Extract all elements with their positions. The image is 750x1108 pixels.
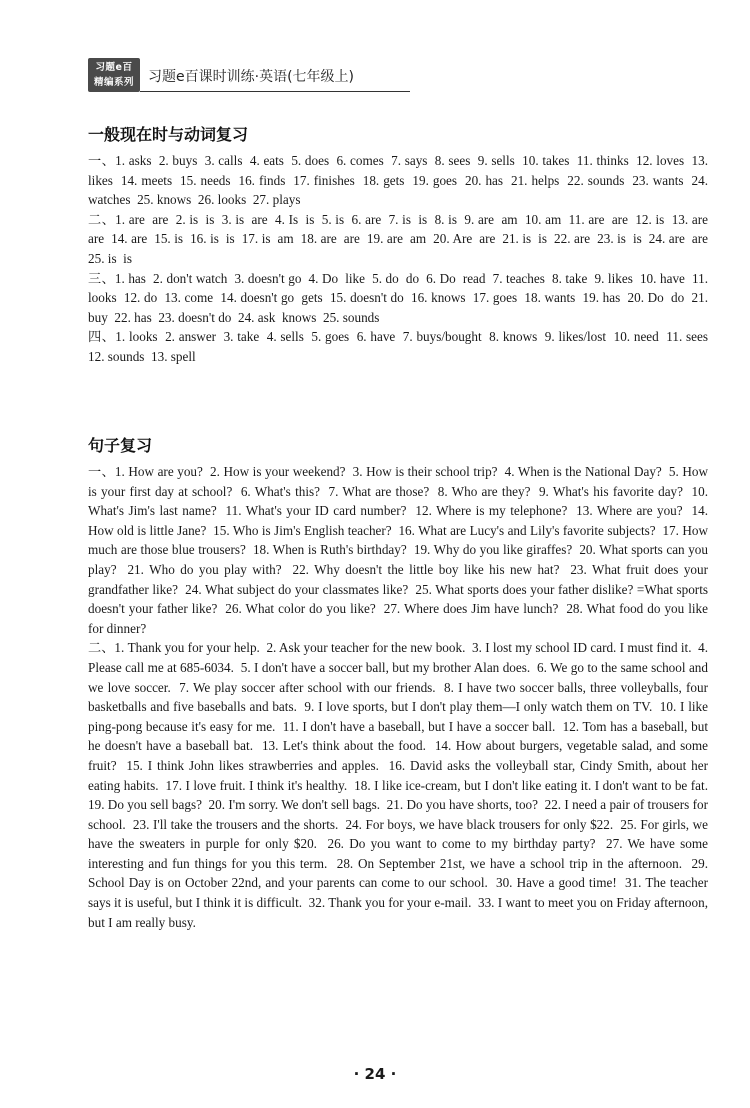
page-number: · 24 · [353,1065,397,1083]
header-divider [140,91,410,92]
logo-line-1: 习题e百 [95,62,133,73]
verbs-part-1: 一、1. asks 2. buys 3. calls 4. eats 5. does 6. comes 7. says 8. sees 9. sells 10. takes 11. thinks 12. loves 13. likes 14. meets 15. needs 16. finds 17. finishes 18. gets 19. goes 20. has 21. helps 22. sounds 23. wants 24. watches 25. knows 26. looks 27. plays [88,153,712,208]
series-logo [88,58,140,92]
sentences-part-2: 二、1. Thank you for your help. 2. Ask your teacher for the new book. 3. I lost my school ID card. I must find it. 4. Please call me at 685-6034. 5. I don't have a soccer ball, but my brother Alan does. 6. We go to the same school and we love soccer. 7. We play soccer after school with our friends. 8. I have two soccer balls, three volleyballs, four basketballs and five baseballs and bats. 9. I love sports, but I don't play them—I only watch them on TV. 10. I like ping-pong because it's easy for me. 11. I don't have a baseball, but I have a soccer ball. 12. Tom has a baseball, but he doesn't have a baseball bat. 13. Let's think about the food. 14. How about burgers, vegetable salad, and some fruit? 15. I think John likes strawberries and apples. 16. David asks the volleyball star, Cindy Smith, about her eating habits. 17. I love fruit. I think it's healthy. 18. I like ice-cream, but I don't like eating it. I don't want to be fat. 19. Do you sell bags? 20. I'm sorry. We don't sell bags. 21. Do you have shorts, too? 22. I need a pair of trousers for school. 23. I'll take the trousers and the shorts. 24. For boys, we have black trousers for only $22. 25. For girls, we have the sweaters in purple for only $20. 26. Do you want to come to my birthday party? 27. We have some interesting and fun things for you this term. 28. On September 21st, we have a school trip in the afternoon. 29. School Day is on October 22nd, and your parents can come to our school. 30. Have a good time! 31. The teacher says it is useful, but I think it is difficult. 32. Thank you for your e-mail. 33. I want to meet you on Friday afternoon, but I am really busy. [88,640,715,930]
section-title-sentences: 句子复习 [88,436,153,455]
book-title: 习题e百课时训练·英语(七年级上) [148,69,354,85]
logo-line-2: 精编系列 [93,77,134,88]
sentences-part-1: 一、1. How are you? 2. How is your weekend? 3. How is their school trip? 4. When is the National Day? 5. How is your first day at school? 6. What's this? 7. What are those? 8. Who are they? 9. What's his favorite day? 10. What's Jim's last name? 11. What's your ID card number? 12. Where is my telephone? 13. Where are you? 14. How old is little Jane? 15. Who is Jim's English teacher? 16. What are Lucy's and Lily's favorite subjects? 17. How much are those blue trousers? 18. When is Ruth's birthday? 19. Why do you like giraffes? 20. What sports can you play? 21. Who do you play with? 22. Why doesn't the little boy like his new hat? 23. What fruit does your grandfather like? 24. What subject do your classmates like? 25. What sports does your father dislike? =What sports doesn't your father like? 26. What color do you like? 27. Where does Jim have lunch? 28. What food do you like for dinner? [88,464,712,636]
verbs-part-2: 二、1. are are 2. is is 3. is are 4. Is is 5. is 6. are 7. is is 8. is 9. are am 10. am 11. are are 12. is 13. are are 14. are 15. is 16. is is 17. is am 18. are are 19. are am 20. Are are 21. is is 22. are 23. is is 24. are are 25. is is [88,211,715,266]
page-header [88,58,410,92]
section-verbs-answers [88,151,715,367]
section-sentences-answers [88,462,715,932]
verbs-part-3: 三、1. has 2. don't watch 3. doesn't go 4. Do like 5. do do 6. Do read 7. teaches 8. take 9. likes 10. have 11. looks 12. do 13. come 14. doesn't go gets 15. doesn't do 16. knows 17. goes 18. wants 19. has 20. Do do 21. buy 22. has 23. doesn't do 24. ask knows 25. sounds [88,270,712,325]
section-title-verbs: 一般现在时与动词复习 [88,125,249,144]
verbs-part-4: 四、1. looks 2. answer 3. take 4. sells 5. goes 6. have 7. buys/bought 8. knows 9. likes/lost 10. need 11. sees 12. sounds 13. spell [88,329,715,364]
